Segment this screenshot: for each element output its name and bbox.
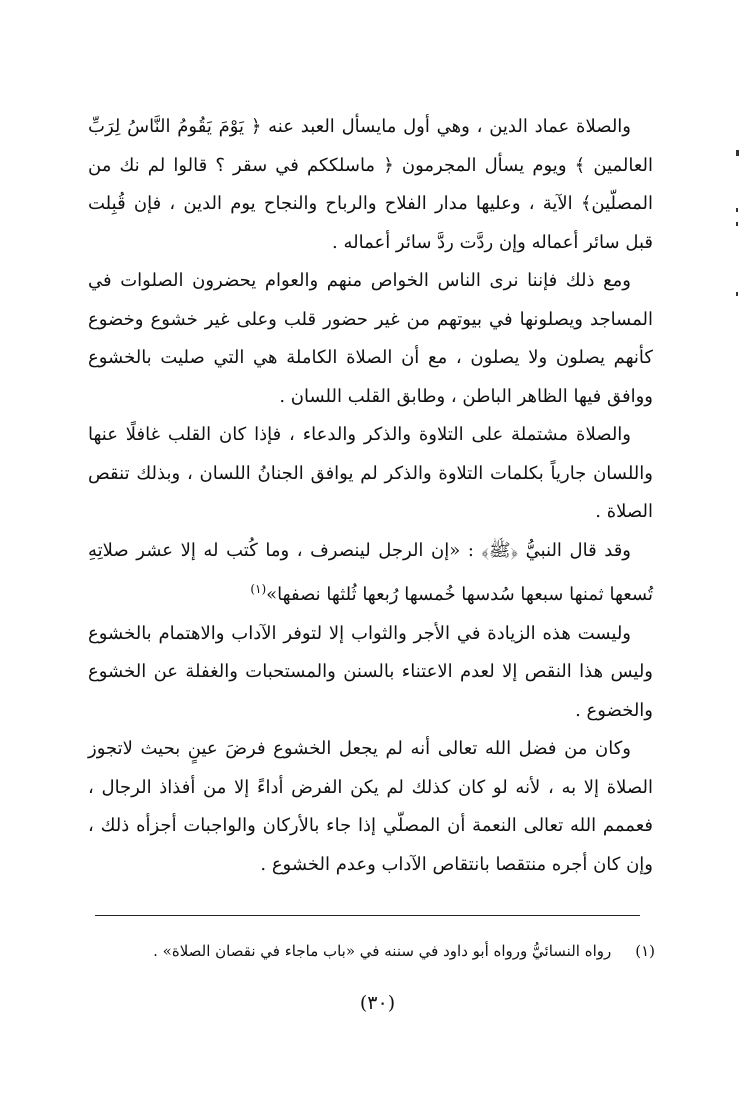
paragraph-1: والصلاة عماد الدين ، وهي أول مايسأل العبد عنه ﴿ يَوْمَ يَقُومُ النَّاسُ لِرَبِّ العالمين ﴾ ويوم يسأل المجرمون ﴿ ماسلككم في سقر ؟ قالوا لم نك من المصلّين﴾ الآية ، وعليها مدار الفلاح والرباح والنجاح يوم الدين ، فإن قُبِلت قبل سائر أعماله وإن ردَّت ردَّ سائر أعماله . <box>88 116 653 253</box>
footnote-reference: (١) <box>250 582 267 596</box>
margin-mark <box>736 150 739 156</box>
paragraph-4 <box>88 532 653 615</box>
page-number: (٣٠) <box>359 992 396 1014</box>
margin-mark <box>736 292 738 296</box>
margin-mark <box>736 208 738 212</box>
footnote <box>95 938 655 964</box>
paragraph-5: وليست هذه الزيادة في الأجر والثواب إلا لتوفر الآداب والاهتمام بالخشوع وليس هذا النقص إلا لعدم الاعتناء بالسنن والمستحبات والغفلة عن الخشوع والخضوع . <box>88 622 653 721</box>
footnote-divider <box>95 915 640 916</box>
paragraph-2: ومع ذلك فإننا نرى الناس الخواص منهم والعوام يحضرون الصلوات في المساجد ويصلونها في بيوتهم من غير حضور قلب وعلى غير خشوع وخضوع كأنهم يصلون ولا يصلون ، مع أن الصلاة الكاملة هي التي صليت بالخشوع ووافق فيها الظاهر الباطن ، وطابق القلب اللسان . <box>88 270 653 407</box>
footnote-text: رواه النسائيُّ ورواه أبو داود في سننه في «باب ماجاء في نقصان الصلاة» . <box>153 942 612 960</box>
paragraph-6: وكان من فضل الله تعالى أنه لم يجعل الخشوع فرضَ عينٍ بحيث لاتجوز الصلاة إلا به ، لأنه لو كان كذلك لم يكن الفرض أداءً إلا من أفذاذ الرجال ، فعممم الله تعالى النعمة أن المصلّي إذا جاء بالأركان والواجبات أجزأه ذلك ، وإن كان أجره منتقصا بانتقاص الآداب وعدم الخشوع . <box>88 738 653 875</box>
margin-mark <box>736 222 738 226</box>
paragraph-3: والصلاة مشتملة على التلاوة والذكر والدعاء ، فإذا كان القلب غافلًا عنها واللسان جارياً بكلمات التلاوة والذكر لم يوافق الجنانُ اللسان ، وبذلك تنقص الصلاة . <box>88 424 653 522</box>
main-text <box>88 108 653 884</box>
footnote-number: (١) <box>635 942 655 960</box>
hadith-text: وقد قال النبيُّ ﴿ﷺ﴾ : «إن الرجل لينصرف ، وما كُتب له إلا عشر صلاتِهِ تُسعها ثمنها سبعها سُدسها خُمسها رُبعها ثُلثها نصفها» <box>88 539 653 605</box>
